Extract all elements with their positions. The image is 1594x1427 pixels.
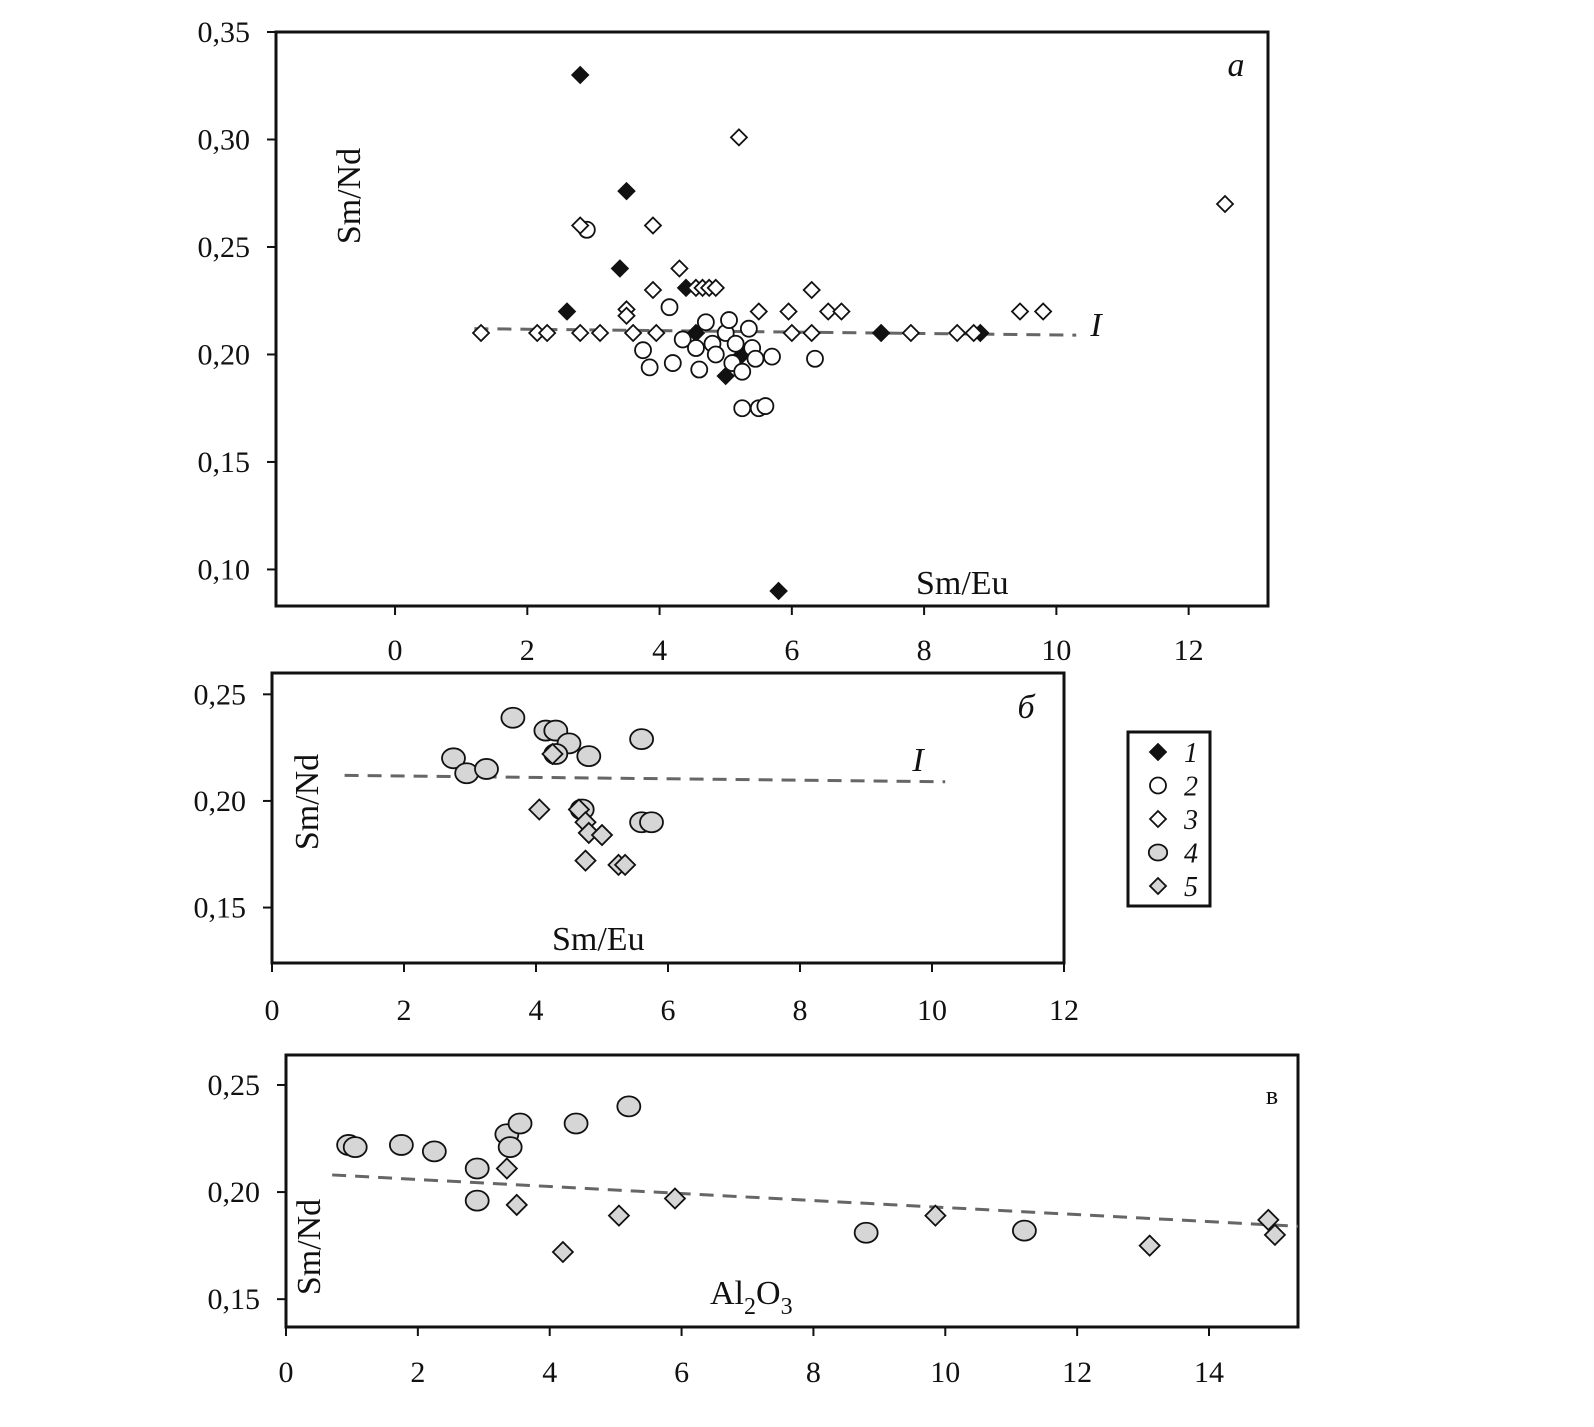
data-point-series-5 xyxy=(507,1195,527,1215)
data-point-series-4 xyxy=(577,746,600,766)
data-point-series-2 xyxy=(721,312,737,328)
x-tick-label: 12 xyxy=(1173,634,1204,667)
data-point-series-2 xyxy=(661,299,677,315)
data-point-series-3 xyxy=(1217,196,1233,212)
x-tick-label: 12 xyxy=(1049,994,1079,1027)
data-point-series-4 xyxy=(640,812,663,832)
x-tick-label: 14 xyxy=(1193,1356,1224,1389)
x-tick-label: 4 xyxy=(652,634,668,667)
data-point-series-3 xyxy=(625,325,641,341)
y-tick-label: 0,25 xyxy=(193,678,246,712)
data-point-series-3 xyxy=(1035,303,1051,319)
data-point-series-4 xyxy=(423,1141,446,1161)
data-point-series-2 xyxy=(691,362,707,378)
legend-label-1: 1 xyxy=(1184,738,1198,769)
legend xyxy=(1128,732,1210,906)
x-tick-label: 8 xyxy=(805,1356,821,1389)
data-point-series-3 xyxy=(671,260,687,276)
data-point-series-2 xyxy=(708,346,724,362)
data-point-series-5 xyxy=(497,1159,517,1179)
y-tick-label: 0,30 xyxy=(197,123,250,157)
data-point-series-3 xyxy=(751,303,767,319)
data-point-series-2 xyxy=(734,400,750,416)
data-point-series-3 xyxy=(781,303,797,319)
data-point-series-4 xyxy=(499,1137,522,1157)
data-point-series-4 xyxy=(1013,1221,1036,1241)
data-point-series-2 xyxy=(747,351,763,367)
legend-marker-4 xyxy=(1149,845,1167,861)
panel-a-ylabel: Sm/Nd xyxy=(331,147,368,245)
data-point-series-5 xyxy=(576,851,596,871)
x-tick-label: 2 xyxy=(410,1356,426,1389)
legend-label-2: 2 xyxy=(1184,771,1198,803)
panel-a-xlabel: Sm/Eu xyxy=(916,565,1009,602)
data-point-series-4 xyxy=(390,1135,413,1155)
data-point-series-5 xyxy=(665,1188,685,1208)
data-point-series-3 xyxy=(804,282,820,298)
data-point-series-2 xyxy=(734,364,750,380)
y-tick-label: 0,20 xyxy=(193,784,246,818)
legend-marker-1 xyxy=(1150,744,1166,760)
panel-c-xlabel: $Al_2O_3$ xyxy=(710,1275,793,1320)
data-point-series-2 xyxy=(635,342,651,358)
y-tick-label: 0,15 xyxy=(197,445,250,479)
x-tick-label: 12 xyxy=(1062,1356,1093,1389)
data-point-series-4 xyxy=(475,759,498,779)
legend-marker-3 xyxy=(1150,811,1166,827)
data-point-series-4 xyxy=(501,708,524,728)
y-tick-label: 0,35 xyxy=(197,16,250,49)
data-point-series-1 xyxy=(572,67,588,83)
data-point-series-3 xyxy=(731,129,747,145)
y-tick-label: 0,15 xyxy=(207,1283,260,1317)
x-tick-label: 10 xyxy=(917,994,947,1027)
panel-b-xlabel: Sm/Eu xyxy=(552,921,645,958)
panel-c-ylabel: Sm/Nd xyxy=(291,1198,328,1296)
data-point-series-3 xyxy=(645,217,661,233)
x-tick-label: 4 xyxy=(528,994,544,1027)
data-point-series-2 xyxy=(741,321,757,337)
panel-b-trend-line xyxy=(345,775,946,781)
data-point-series-3 xyxy=(572,325,588,341)
data-point-series-3 xyxy=(833,303,849,319)
legend-marker-2 xyxy=(1150,778,1166,794)
y-tick-label: 0,20 xyxy=(207,1176,260,1210)
data-point-series-2 xyxy=(764,349,780,365)
data-point-series-4 xyxy=(565,1114,588,1134)
data-point-series-2 xyxy=(688,340,704,356)
x-tick-label: 10 xyxy=(1041,634,1072,667)
data-point-series-1 xyxy=(619,183,635,199)
x-tick-label: 0 xyxy=(278,1356,294,1389)
panel-b-trend-label: I xyxy=(912,742,924,779)
panel-b-letter: б xyxy=(1017,689,1035,726)
data-point-series-3 xyxy=(804,325,820,341)
data-point-series-1 xyxy=(873,325,889,341)
x-tick-label: 2 xyxy=(396,994,412,1027)
panel-a xyxy=(198,16,1269,667)
x-tick-label: 8 xyxy=(916,634,932,667)
data-point-series-4 xyxy=(630,729,653,749)
data-point-series-4 xyxy=(617,1096,640,1116)
data-point-series-2 xyxy=(642,359,658,375)
y-tick-label: 0,25 xyxy=(197,230,250,264)
x-tick-label: 4 xyxy=(542,1356,558,1389)
x-tick-label: 8 xyxy=(792,994,808,1027)
x-tick-label: 6 xyxy=(784,634,800,667)
data-point-series-4 xyxy=(344,1137,367,1157)
data-point-series-1 xyxy=(612,260,628,276)
data-point-series-3 xyxy=(1012,303,1028,319)
y-tick-label: 0,10 xyxy=(197,553,250,587)
data-point-series-2 xyxy=(665,355,681,371)
panel-a-frame xyxy=(276,32,1268,606)
panel-b-ylabel: Sm/Nd xyxy=(289,753,326,851)
legend-label-4: 4 xyxy=(1184,838,1198,870)
data-point-series-5 xyxy=(609,1206,629,1226)
legend-label-3: 3 xyxy=(1184,805,1198,836)
panel-a-letter: a xyxy=(1227,47,1245,84)
data-point-series-1 xyxy=(771,583,787,599)
data-point-series-3 xyxy=(784,325,800,341)
data-point-series-2 xyxy=(757,398,773,414)
data-point-series-4 xyxy=(855,1223,878,1243)
data-point-series-3 xyxy=(645,282,661,298)
data-point-series-3 xyxy=(539,325,555,341)
legend-marker-5 xyxy=(1150,878,1166,894)
data-point-series-2 xyxy=(728,336,744,352)
panel-a-trend-label: I xyxy=(1090,307,1102,344)
y-tick-label: 0,20 xyxy=(197,338,250,372)
y-tick-label: 0,15 xyxy=(193,891,246,925)
panel-c-letter: в xyxy=(1265,1081,1279,1110)
data-point-series-1 xyxy=(559,303,575,319)
data-point-series-3 xyxy=(949,325,965,341)
data-point-series-3 xyxy=(648,325,664,341)
panel-c xyxy=(208,1055,1299,1389)
x-tick-label: 6 xyxy=(674,1356,690,1389)
legend-label-5: 5 xyxy=(1184,872,1198,903)
data-point-series-5 xyxy=(553,1242,573,1262)
panel-b xyxy=(194,673,1080,1027)
x-tick-label: 6 xyxy=(660,994,676,1027)
data-point-series-5 xyxy=(529,799,549,819)
x-tick-label: 2 xyxy=(519,634,535,667)
data-point-series-3 xyxy=(903,325,919,341)
x-tick-label: 0 xyxy=(264,994,280,1027)
data-point-series-2 xyxy=(807,351,823,367)
data-point-series-2 xyxy=(698,314,714,330)
y-tick-label: 0,25 xyxy=(207,1068,260,1102)
panel-b-frame xyxy=(272,673,1064,963)
panel-c-frame xyxy=(286,1055,1298,1327)
data-point-series-4 xyxy=(466,1191,489,1211)
data-point-series-4 xyxy=(466,1159,489,1179)
data-point-series-5 xyxy=(1140,1236,1160,1256)
data-point-series-4 xyxy=(509,1114,532,1134)
data-point-series-3 xyxy=(592,325,608,341)
x-tick-label: 10 xyxy=(930,1356,961,1389)
x-tick-label: 0 xyxy=(387,634,403,667)
